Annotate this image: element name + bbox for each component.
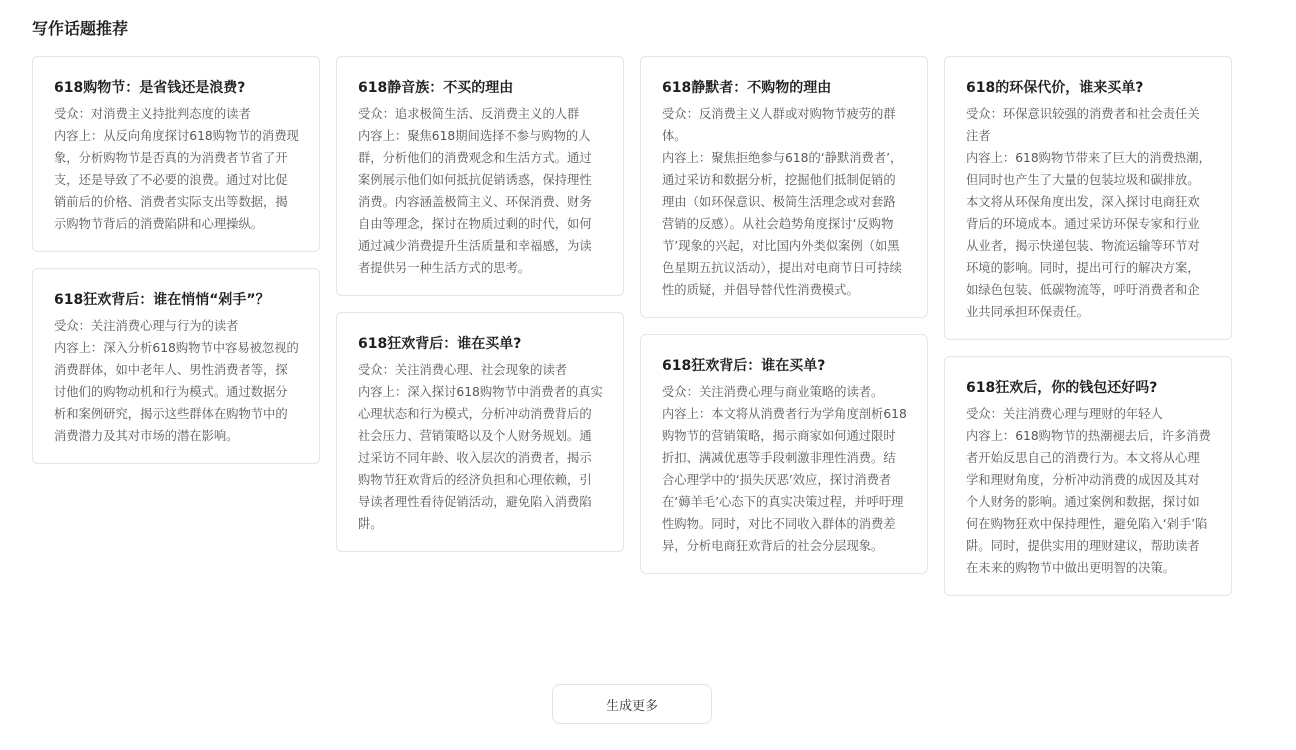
topic-card[interactable] [944, 56, 1232, 340]
topic-card[interactable] [336, 56, 624, 296]
topic-content: 内容上：618购物节的热潮褪去后，许多消费者开始反思自己的消费行为。本文将从心理学和理财角度，分析冲动消费的成因及其对个人财务的影响。通过案例和数据，探讨如何在购物狂欢中保持理性，避免陷入‘剁手’陷阱。同时，提供实用的理财建议，帮助读者在未来的购物节中做出更明智的决策。 [966, 429, 1211, 575]
topic-title: 618静音族：不买的理由 [358, 80, 514, 96]
topic-card[interactable] [336, 312, 624, 552]
topic-audience: 受众：关注消费心理、社会现象的读者 [358, 363, 568, 377]
topic-card[interactable] [32, 56, 320, 252]
topic-title: 618的环保代价，谁来买单? [966, 80, 1144, 96]
topic-audience: 受众：关注消费心理与行为的读者 [54, 319, 239, 333]
topic-card[interactable] [640, 334, 928, 574]
topic-content: 内容上：深入探讨618购物节中消费者的真实心理状态和行为模式，分析冲动消费背后的社会压力、营销策略以及个人财务规划。通过采访不同年龄、收入层次的消费者，揭示购物节狂欢背后的经济负担和心理依赖，引导读者理性看待促销活动，避免陷入消费陷阱。 [358, 385, 603, 531]
topic-audience: 受众：关注消费心理与商业策略的读者。 [662, 385, 884, 399]
topic-content: 内容上：聚焦618期间选择不参与购物的人群，分析他们的消费观念和生活方式。通过案例展示他们如何抵抗促销诱惑，保持理性消费。内容涵盖极简主义、环保消费、财务自由等理念，探讨在物质过剩的时代，如何通过减少消费提升生活质量和幸福感，为读者提供另一种生活方式的思考。 [358, 129, 592, 275]
topic-audience: 受众：追求极简生活、反消费主义的人群 [358, 107, 580, 121]
topic-audience: 受众：环保意识较强的消费者和社会责任关注者 [966, 107, 1200, 143]
topic-title: 618狂欢背后：谁在买单? [662, 358, 826, 374]
topic-title: 618狂欢背后：谁在买单? [358, 336, 522, 352]
topic-column [640, 56, 928, 590]
topic-card[interactable] [32, 268, 320, 464]
topic-card[interactable] [640, 56, 928, 318]
topic-content: 内容上：深入分析618购物节中容易被忽视的消费群体，如中老年人、男性消费者等，探讨他们的购物动机和行为模式。通过数据分析和案例研究，揭示这些群体在购物节中的消费潜力及其对市场的潜在影响。 [54, 341, 299, 443]
topic-title: 618狂欢后，你的钱包还好吗? [966, 380, 1158, 396]
generate-more-button[interactable]: 生成更多 [552, 684, 712, 724]
topic-card[interactable] [944, 356, 1232, 596]
topic-audience: 受众：关注消费心理与理财的年轻人 [966, 407, 1163, 421]
topic-title: 618静默者：不购物的理由 [662, 80, 832, 96]
topic-content: 内容上：聚焦拒绝参与618的‘静默消费者’，通过采访和数据分析，挖掘他们抵制促销的理由（如环保意识、极简生活理念或对套路营销的反感）。从社会趋势角度探讨‘反购物节’现象的兴起，对比国内外类似案例（如黑色星期五抗议活动），提出对电商节日可持续性的质疑，并倡导替代性消费模式。 [662, 151, 903, 297]
page-title: 写作话题推荐 [32, 19, 129, 38]
topic-content: 内容上：618购物节带来了巨大的消费热潮，但同时也产生了大量的包装垃圾和碳排放。本文将从环保角度出发，深入探讨电商狂欢背后的环境成本。通过采访环保专家和行业从业者，揭示快递包装、物流运输等环节对环境的影响。同时，提出可行的解决方案，如绿色包装、低碳物流等，呼吁消费者和企业共同承担环保责任。 [966, 151, 1211, 319]
topic-title: 618购物节：是省钱还是浪费? [54, 80, 246, 96]
topic-column [336, 56, 624, 568]
topic-title: 618狂欢背后：谁在悄悄“剁手”？ [54, 292, 270, 308]
topic-audience: 受众：反消费主义人群或对购物节疲劳的群体。 [662, 107, 896, 143]
topic-column [944, 56, 1232, 612]
topic-audience: 受众：对消费主义持批判态度的读者 [54, 107, 251, 121]
topic-content: 内容上：从反向角度探讨618购物节的消费现象，分析购物节是否真的为消费者节省了开支，还是导致了不必要的浪费。通过对比促销前后的价格、消费者实际支出等数据，揭示购物节背后的消费陷阱和心理操纵。 [54, 129, 299, 231]
topic-column [32, 56, 320, 480]
topic-content: 内容上：本文将从消费者行为学角度剖析618购物节的营销策略，揭示商家如何通过限时折扣、满减优惠等手段刺激非理性消费。结合心理学中的‘损失厌恶’效应，探讨消费者在‘薅羊毛’心态下的真实决策过程，并呼吁理性购物。同时，对比不同收入群体的消费差异，分析电商狂欢背后的社会分层现象。 [662, 407, 907, 553]
